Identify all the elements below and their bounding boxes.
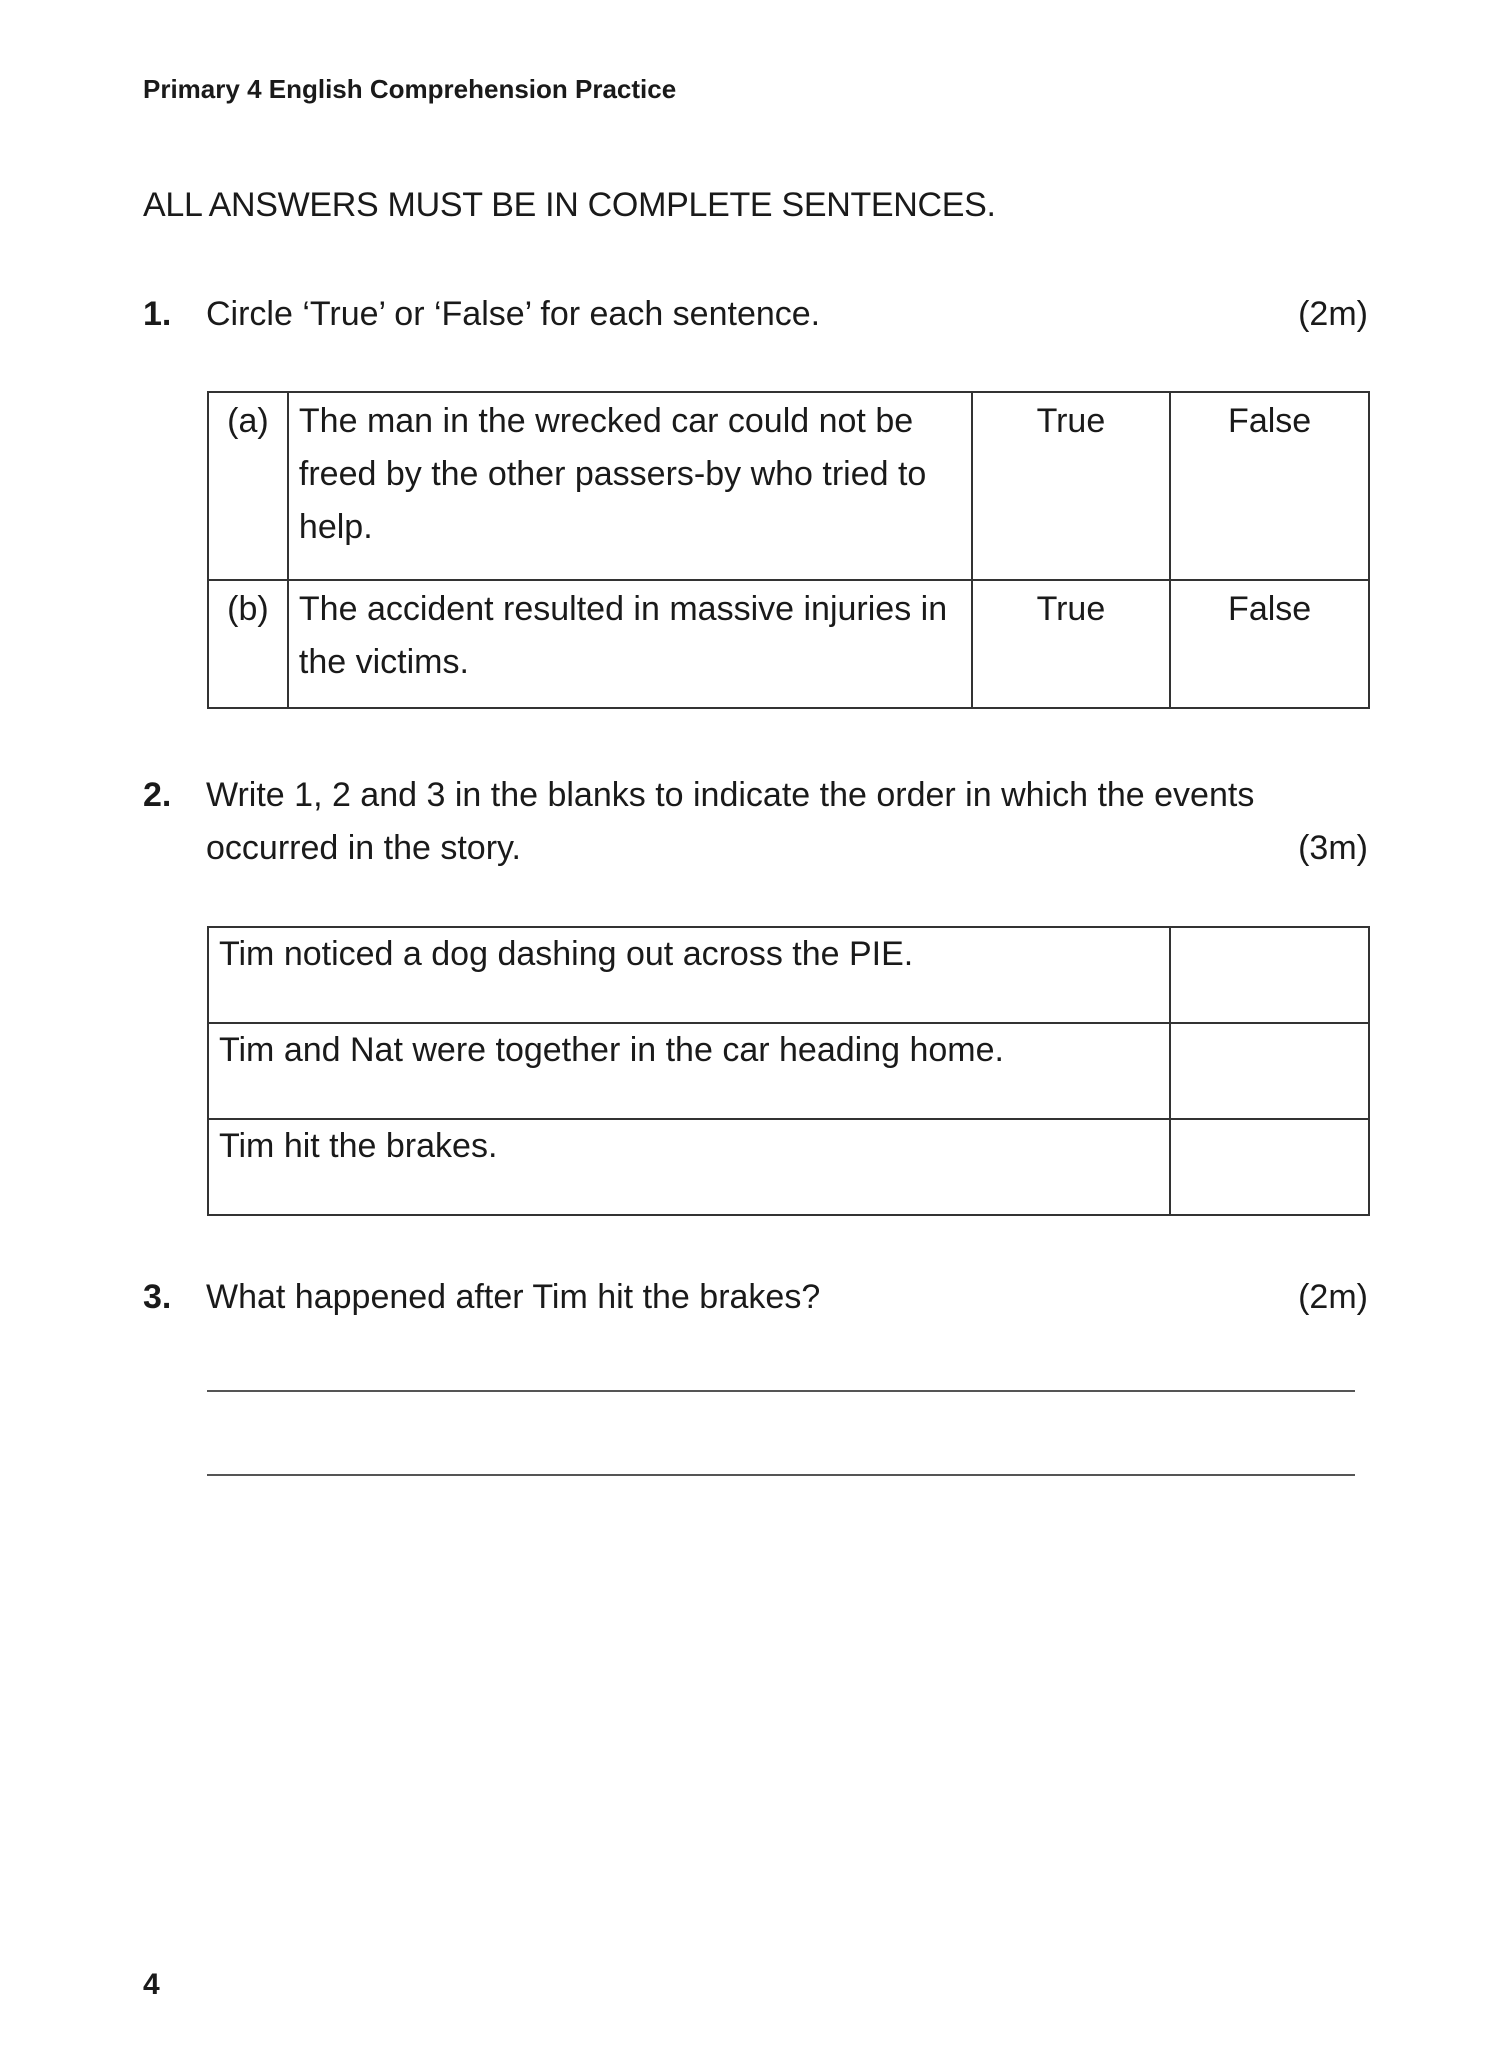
question-number: 3. bbox=[143, 1278, 172, 1316]
answer-line[interactable] bbox=[207, 1390, 1355, 1392]
instruction: ALL ANSWERS MUST BE IN COMPLETE SENTENCES. bbox=[143, 186, 996, 224]
order-blank[interactable] bbox=[1170, 1119, 1369, 1215]
question-3 bbox=[143, 1271, 1368, 1324]
row-letter: (a) bbox=[208, 392, 288, 580]
true-false-table bbox=[207, 391, 1370, 709]
event-text: Tim noticed a dog dashing out across the PIE. bbox=[208, 927, 1170, 1023]
question-marks: (3m) bbox=[1298, 829, 1368, 867]
question-1 bbox=[143, 288, 1368, 341]
page-header: Primary 4 English Comprehension Practice bbox=[143, 74, 677, 104]
question-number: 1. bbox=[143, 295, 172, 333]
question-marks: (2m) bbox=[1298, 295, 1368, 333]
event-text: Tim and Nat were together in the car heading home. bbox=[208, 1023, 1170, 1119]
question-number: 2. bbox=[143, 776, 172, 814]
question-text: Write 1, 2 and 3 in the blanks to indicate the order in which the events occurred in the story. bbox=[206, 776, 1255, 867]
false-option[interactable]: False bbox=[1170, 392, 1369, 580]
true-option[interactable]: True bbox=[972, 580, 1171, 708]
true-option[interactable]: True bbox=[972, 392, 1171, 580]
row-letter: (b) bbox=[208, 580, 288, 708]
table-row bbox=[208, 392, 1369, 580]
question-text: Circle ‘True’ or ‘False’ for each sentence. bbox=[206, 295, 821, 333]
false-option[interactable]: False bbox=[1170, 580, 1369, 708]
answer-line[interactable] bbox=[207, 1474, 1355, 1476]
question-marks: (2m) bbox=[1298, 1278, 1368, 1316]
order-blank[interactable] bbox=[1170, 1023, 1369, 1119]
event-order-table bbox=[207, 926, 1370, 1216]
question-text: What happened after Tim hit the brakes? bbox=[206, 1278, 821, 1316]
table-row bbox=[208, 927, 1369, 1023]
table-row bbox=[208, 1119, 1369, 1215]
table-row bbox=[208, 580, 1369, 708]
statement-text: The man in the wrecked car could not be freed by the other passers-by who tried to help. bbox=[288, 392, 972, 580]
page-number: 4 bbox=[143, 1968, 160, 2001]
statement-text: The accident resulted in massive injuries in the victims. bbox=[288, 580, 972, 708]
event-text: Tim hit the brakes. bbox=[208, 1119, 1170, 1215]
question-2 bbox=[143, 769, 1368, 875]
table-row bbox=[208, 1023, 1369, 1119]
order-blank[interactable] bbox=[1170, 927, 1369, 1023]
